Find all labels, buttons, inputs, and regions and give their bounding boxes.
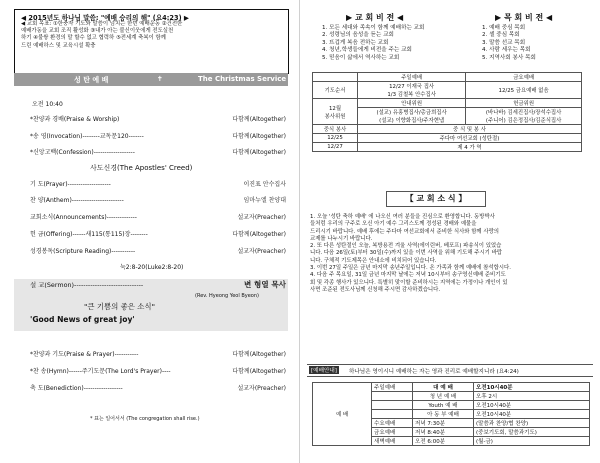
table-cell: 아 동 부 예배 <box>413 410 474 419</box>
order-label: 성경봉독(Scripture Reading)----------- <box>30 248 136 255</box>
news-line: 4. 다음 주 목요일, 31일 금년 마지막 날에는 저녁 10시부터 송구영신예배 준비기도 <box>310 272 506 279</box>
worship-guide-label: [예배안내] <box>311 368 337 374</box>
order-label: *송 영(Invocation)--------교독문120------- <box>30 133 144 140</box>
order-label: 축 도(Benediction)------------------ <box>30 385 123 392</box>
order-row <box>30 248 286 256</box>
creed-title: 사도신경(The Apostles' Creed) <box>90 164 193 172</box>
table-cell <box>372 401 413 410</box>
theme-goal-line: 드린 예배하스 및 교육시설 확충 <box>21 42 96 49</box>
table-cell: 수요예배 <box>372 419 413 428</box>
theme-goal-line: 예배가동을 교회 조직 활성화 ③내가 아는 불신이웃에게 전도실천 <box>21 28 174 35</box>
news-line: 회 및 각종 행사가 있으니다. 특별히 맞이할 준비하시는 지역에는 가정이나 개인이 있 <box>310 279 508 286</box>
table-cell: 금요예배 <box>466 73 582 82</box>
list-item: 2. 성령님의 음성을 듣는 교회 <box>322 32 394 39</box>
theme-goals <box>21 21 286 50</box>
service-time: 오전 10:40 <box>32 101 63 108</box>
table-cell <box>372 410 413 419</box>
table-cell: 주다마 여선교회 (성탄절) <box>358 134 582 143</box>
sermon-title-en: 'Good News of great joy' <box>30 315 135 324</box>
order-label: 교회소식(Announcements)-------------- <box>30 214 137 221</box>
table-cell: 12월 봉사위원 <box>313 99 358 125</box>
order-role: 다함께(Altogether) <box>232 351 286 358</box>
news-line: 니다. 구체적 기도제목은 안내소에 비치되어 있습니다. <box>310 257 437 264</box>
table-cell: 12/25 금요예배 없음 <box>466 82 582 99</box>
table-cell: 12/27 이재국 집사 1/3 김철복 안수집사 <box>358 82 466 99</box>
sermon-preacher: 변 형열 목사 <box>244 280 286 289</box>
table-cell: 중 식 및 봉 사 <box>358 125 582 134</box>
order-label: 기 도(Prayer)-------------------- <box>30 181 111 188</box>
sermon-title-kr: "큰 기쁨의 좋은 소식" <box>84 302 155 311</box>
table-cell: 저녁 8:40분 <box>413 428 474 437</box>
list-item: 2. 셀 중심 목회 <box>482 32 520 39</box>
list-item: 3. 말씀 선교 목회 <box>482 39 526 46</box>
church-vision-list <box>322 25 424 62</box>
table-row <box>313 134 582 143</box>
order-row <box>30 385 286 393</box>
table-row <box>313 125 582 134</box>
table-cell: Youth 예 배 <box>413 401 474 410</box>
order-row <box>30 351 286 359</box>
table-cell <box>372 392 413 401</box>
table-cell: 금요예배 <box>372 428 413 437</box>
order-row <box>30 197 286 205</box>
service-title-en: The Christmas Service <box>198 75 287 83</box>
table-cell: (설교) 유홍병집사/총금희집사 (설교) 이향화집사/주자현냅 <box>358 108 466 125</box>
order-role: 다함께(Altogether) <box>232 116 286 123</box>
order-label: *찬 송(Hymn)------주기도문(The Lord's Prayer)---- <box>30 368 171 375</box>
table-cell: 중식 봉사 <box>313 125 358 134</box>
news-line: 2. 또 다른 성탄절인 오늘, 복방용전 겨울 사역(에이린버, 베포프) 파송식이 있었습 <box>310 243 502 250</box>
cross-icon: ✝ <box>157 75 163 83</box>
order-row <box>30 149 286 157</box>
table-cell: 헌금위원 <box>466 99 582 108</box>
news-line: 1. 오늘 '성탄 축하 예배' 에 나오신 여러 분들을 진심으로 환영합니다. 동방박사 <box>310 214 495 220</box>
table-cell: 안내위원 <box>358 99 466 108</box>
news-line: 니다. 다음 26일(토)부터 30일(수)까지 있을 이번 사역을 위해 기도해 주시기 바랍 <box>310 250 502 257</box>
news-list <box>310 214 592 294</box>
table-cell: 대 예 배 <box>413 383 474 392</box>
order-label: *찬양과 기도(Praise & Prayer)----------- <box>30 351 139 358</box>
pastor-vision-list <box>482 25 536 62</box>
sermon-label: 설 교(Sermon)------------------------------ <box>30 281 144 289</box>
table-cell: 오전 6:00분 <box>413 437 474 446</box>
order-role: 이진표 안수집사 <box>243 181 286 188</box>
table-cell: (월-금) <box>474 437 590 446</box>
order-label: 헌 금(Offering)------새115(통115)장-------- <box>30 231 148 238</box>
sermon-row <box>30 281 286 289</box>
list-item: 1. 예배 중심 목회 <box>482 25 526 31</box>
worship-guide-bar <box>307 364 593 377</box>
table-row <box>313 99 582 108</box>
list-item: 4. 사람 세우는 목회 <box>482 47 531 54</box>
order-role: 다함께(Altogether) <box>232 133 286 140</box>
duty-table <box>312 72 582 152</box>
theme-goal-line: ◀ 교회 목표: ①한충자 기도와 말씀이 넘치는 한번 예배운동 ②건전한 <box>21 21 183 27</box>
table-cell: 12/25 <box>313 134 358 143</box>
news-title: 【 교 회 소 식 】 <box>386 191 486 207</box>
table-cell: 오후 2시 <box>474 392 590 401</box>
scripture-reference: 눅2:8-20(Luke2:8-20) <box>120 264 184 271</box>
news-line: 드리시기 바랍니다. 예배 후에는 주다마 여선교회에서 준비한 식사와 함께 사랑의 <box>310 228 499 235</box>
order-row <box>30 231 286 239</box>
worship-schedule-table <box>312 382 590 446</box>
table-row <box>313 73 582 82</box>
order-role: 임마누엘 찬양대 <box>243 197 286 204</box>
order-label: 찬 양(Anthem)------------------------ <box>30 197 124 204</box>
order-role: 다함께(Altogether) <box>232 368 286 375</box>
order-row <box>30 214 286 222</box>
service-title-kr: 성 탄 예 배 <box>74 76 109 84</box>
order-row <box>30 368 286 376</box>
list-item: 1. 모든 세대와 족속이 함께 예배하는 교회 <box>322 25 425 31</box>
table-cell: (중보기도회, 말씀과기도) <box>474 428 590 437</box>
table-cell: 제 4 가 역 <box>358 143 582 152</box>
table-cell: 저녁 7:30분 <box>413 419 474 428</box>
table-cell: 주일예배 <box>372 383 413 392</box>
church-vision-title: ▶ 교 회 비 전 ◀ <box>346 13 404 22</box>
standing-footnote: * 표는 일어서서 (The congregation shall rise.) <box>90 416 200 422</box>
order-role: 설교자(Preacher) <box>237 214 286 221</box>
list-item: 5. 지역사회 봉사 목회 <box>482 54 536 61</box>
order-row <box>30 181 286 189</box>
order-row <box>30 133 286 141</box>
order-row <box>30 116 286 124</box>
order-role: 설교자(Preacher) <box>237 248 286 255</box>
table-cell: 오전10시40분 <box>474 383 590 392</box>
theme-goal-line: 하기 ④불쌍 환경의 말 할수 없고 협력하 ⑤전세계 축복이 함께 <box>21 35 166 42</box>
table-cell: 예 배 <box>313 383 372 446</box>
order-role: 다함께(Altogether) <box>232 149 286 156</box>
sermon-preacher-en: (Rev. Hyeong Yeol Byeon) <box>195 293 259 299</box>
table-cell: (바나바) 김세진집사/장석수집사 (주니어) 김은정집사/김준식집사 <box>466 108 582 125</box>
list-item: 3. 뜨겁게 복음 전하는 교회 <box>322 39 389 46</box>
table-cell: 주일예배 <box>358 73 466 82</box>
order-label: *신앙고백(Confession)------------------- <box>30 149 135 156</box>
table-row <box>313 143 582 152</box>
order-role: 설교자(Preacher) <box>237 385 286 392</box>
news-line: 들처럼 우리의 구주로 오신 아기 예수 그리스도께 정성된 경배와 예물을 <box>310 221 477 228</box>
table-cell: 오전10시40분 <box>474 401 590 410</box>
table-cell <box>313 73 358 82</box>
news-line: 사면 조준된 전도사님께 신청해 주시면 감사하겠습니다. <box>310 286 441 293</box>
table-cell: 오전10시40분 <box>474 410 590 419</box>
news-line: 3. 이번 27일 주일은 금년 마지막 송년주일입니다. 온 가족과 함께 예배에 참석합시다. <box>310 265 511 272</box>
list-item: 4. 청년,학생들에게 비전을 주는 교회 <box>322 47 412 54</box>
table-cell: 기도순서 <box>313 82 358 99</box>
table-cell: (말씀과 찬양/협 찬양) <box>474 419 590 428</box>
order-role: 다함께(Altogether) <box>232 231 286 238</box>
list-item: 5. 믿음이 삶에서 역사하는 교회 <box>322 54 400 61</box>
worship-verse: 하나님은 영이시니 예배하는 자는 영과 진리로 예배할지니라 (요4:24) <box>349 369 519 375</box>
table-cell: 12/27 <box>313 143 358 152</box>
table-cell: 새벽예배 <box>372 437 413 446</box>
news-line: 교제를 나누시기 바랍니다. <box>310 235 373 242</box>
table-cell: 청 년 예 배 <box>413 392 474 401</box>
order-label: *찬양과 경배(Praise & Worship) <box>30 116 120 123</box>
yearly-theme-box <box>14 9 289 74</box>
table-row <box>313 383 590 392</box>
pastor-vision-title: ▶ 목 회 비 전 ◀ <box>495 13 553 22</box>
theme-title: ◀ 2015년도 하나님 말씀: "예배 승리의 해" (요4:23) ▶ <box>21 14 189 22</box>
service-title-bar <box>14 73 288 86</box>
table-row <box>313 82 582 99</box>
